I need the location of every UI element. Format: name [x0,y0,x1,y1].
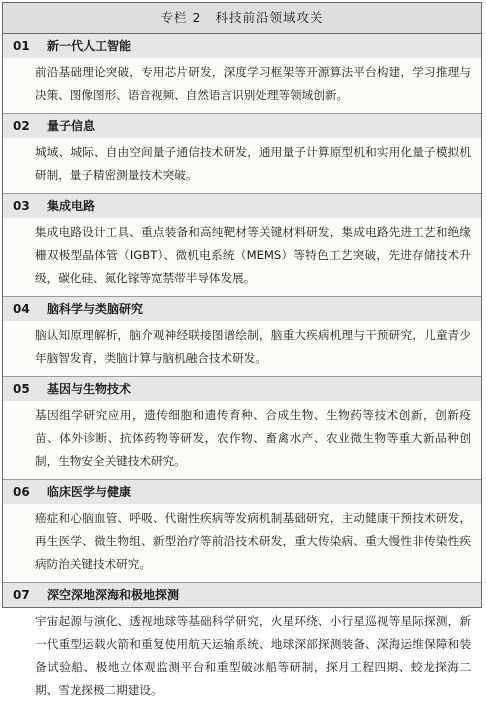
section-title: 临床医学与健康 [47,485,132,499]
box-title: 科技前沿领域攻关 [215,10,324,25]
section-body: 前沿基础理论突破，专用芯片研发，深度学习框架等开源算法平台构建，学习推理与决策、图像图形、语音视频、自然语言识别处理等领域创新。 [35,65,471,102]
section-07 [3,583,481,708]
section-06 [3,480,481,583]
section-body: 脑认知原理解析，脑介观神经联接图谱绘制，脑重大疾病机理与干预研究，儿童青少年脑智发育，类脑计算与脑机融合技术研发。 [35,328,471,365]
section-header [3,377,481,401]
section-number: 03 [13,199,30,213]
section-title: 脑科学与类脑研究 [47,302,144,316]
section-title: 新一代人工智能 [47,39,132,53]
box-header [3,3,481,34]
section-05 [3,377,481,480]
feature-box [2,2,482,697]
section-body: 癌症和心脑血管、呼吸、代谢性疾病等发病机制基础研究，主动健康干预技术研发，再生医学、微生物组、新型治疗等前沿技术研发，重大传染病、重大慢性非传染性疾病防治关键技术研究。 [35,511,471,571]
section-title: 量子信息 [47,119,96,133]
section-body: 城域、城际、自由空间量子通信技术研发，通用量子计算原型机和实用化量子模拟机研制，量子精密测量技术突破。 [35,145,471,182]
section-number: 07 [13,588,30,602]
section-title: 深空深地深海和极地探测 [47,588,180,602]
section-number: 04 [13,302,30,316]
section-body: 集成电路设计工具、重点装备和高纯靶材等关键材料研发，集成电路先进工艺和绝缘栅双极型晶体管（IGBT）、微机电系统（MEMS）等特色工艺突破，先进存储技术升级，碳化硅、氮化镓等宽禁带半导体发展。 [35,225,471,285]
section-02 [3,114,481,194]
section-body: 基因组学研究应用，遗传细胞和遗传育种、合成生物、生物药等技术创新，创新疫苗、体外诊断、抗体药物等研发，农作物、畜禽水产、农业微生物等重大新品种创制，生物安全关键技术研究。 [35,408,471,468]
section-number: 06 [13,485,30,499]
section-number: 02 [13,119,30,133]
section-header [3,297,481,321]
section-number: 05 [13,382,30,396]
section-header [3,114,481,138]
section-header [3,583,481,607]
section-body: 宇宙起源与演化、透视地球等基础科学研究，火星环绕、小行星巡视等星际探测，新一代重型运载火箭和重复使用航天运输系统、地球深部探测装备、深海运维保障和装备试验船、极地立体观监测平台和重型破冰船等研制，探月工程四期、蛟龙探海二期、雪龙探极二期建设。 [35,614,471,697]
section-title: 基因与生物技术 [47,382,132,396]
section-header [3,34,481,58]
section-title: 集成电路 [47,199,96,213]
section-01 [3,34,481,114]
section-03 [3,194,481,297]
section-04 [3,297,481,377]
section-header [3,194,481,218]
box-label: 专栏 2 [160,10,202,25]
section-number: 01 [13,39,30,53]
section-header [3,480,481,504]
